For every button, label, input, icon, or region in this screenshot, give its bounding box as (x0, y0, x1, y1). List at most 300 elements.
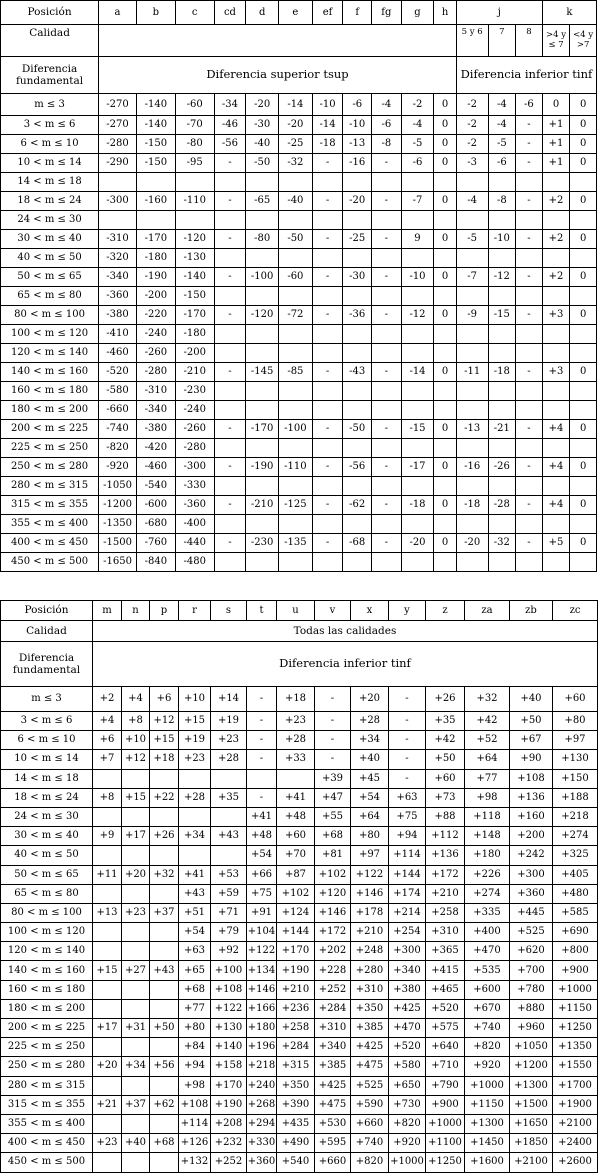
deviation-value: +148 (465, 827, 510, 846)
deviation-value: +39 (315, 769, 351, 788)
deviation-value: - (247, 687, 277, 712)
deviation-value: 0 (570, 268, 597, 287)
deviation-value: -340 (136, 401, 175, 420)
position-d: d (246, 1, 279, 25)
deviation-value: 0 (570, 306, 597, 325)
range-label: 160 < m ≤ 180 (1, 382, 99, 401)
deviation-value: -180 (175, 325, 214, 344)
deviation-value: 0 (570, 192, 597, 211)
deviation-value (343, 287, 372, 306)
deviation-value: +55 (315, 807, 351, 826)
range-label: 250 < m ≤ 280 (1, 1057, 93, 1076)
position-v: v (315, 601, 351, 621)
deviation-value: 0 (434, 116, 456, 135)
deviation-value: -360 (175, 496, 214, 515)
deviation-value: -40 (279, 192, 313, 211)
deviation-value: -80 (175, 135, 214, 154)
deviation-value: +1150 (553, 999, 598, 1018)
deviation-value: - (312, 192, 343, 211)
deviation-value (246, 382, 279, 401)
deviation-value (401, 173, 434, 192)
deviation-value: +84 (179, 1038, 211, 1057)
table-row (1, 496, 597, 515)
deviation-value (570, 477, 597, 496)
quality-k-1: >4 y ≤ 7 (542, 25, 570, 57)
deviation-value: +26 (426, 687, 465, 712)
table-row (1, 827, 598, 846)
deviation-value (312, 344, 343, 363)
deviation-value: +294 (247, 1114, 277, 1133)
deviation-value: +68 (315, 827, 351, 846)
table-row (1, 731, 598, 750)
deviation-value: +620 (510, 942, 553, 961)
deviation-value (401, 325, 434, 344)
deviation-value (312, 325, 343, 344)
deviation-value (211, 807, 247, 826)
deviation-value (279, 249, 313, 268)
deviation-value: +59 (211, 884, 247, 903)
deviation-value: -14 (312, 116, 343, 135)
quality-label: Calidad (1, 621, 93, 642)
table-row (1, 230, 597, 249)
deviation-value (343, 553, 372, 572)
deviation-value: +1100 (426, 1134, 465, 1153)
deviation-type-row (1, 57, 597, 94)
deviation-value: - (312, 306, 343, 325)
deviation-value: -170 (246, 420, 279, 439)
deviation-value: +1 (542, 154, 570, 173)
deviation-value: -8 (372, 135, 402, 154)
deviation-value (372, 173, 402, 192)
deviation-value: -4 (488, 116, 516, 135)
fundamental-deviation-table-lower (0, 600, 598, 1173)
deviation-value: -20 (401, 534, 434, 553)
deviation-value (542, 211, 570, 230)
deviation-value: -480 (175, 553, 214, 572)
range-label: 400 < m ≤ 450 (1, 1134, 93, 1153)
table-row (1, 1057, 598, 1076)
deviation-value: +3 (542, 306, 570, 325)
deviation-value: +435 (277, 1114, 315, 1133)
deviation-value: - (372, 458, 402, 477)
deviation-value: -18 (401, 496, 434, 515)
deviation-value (246, 249, 279, 268)
deviation-value: 0 (570, 230, 597, 249)
deviation-value: +400 (465, 923, 510, 942)
deviation-value: -230 (246, 534, 279, 553)
deviation-value: +66 (247, 865, 277, 884)
deviation-value: -20 (343, 192, 372, 211)
deviation-value: +335 (465, 903, 510, 922)
deviation-value: +360 (510, 884, 553, 903)
deviation-value: -210 (175, 363, 214, 382)
deviation-value: -9 (456, 306, 488, 325)
deviation-value (211, 846, 247, 865)
deviation-value (99, 173, 137, 192)
deviation-value: 0 (570, 363, 597, 382)
deviation-value (434, 515, 456, 534)
deviation-value (312, 515, 343, 534)
deviation-value: +1500 (510, 1095, 553, 1114)
deviation-value: +94 (179, 1057, 211, 1076)
deviation-value: -2 (456, 135, 488, 154)
deviation-value: -4 (401, 116, 434, 135)
deviation-value (488, 287, 516, 306)
deviation-value (401, 439, 434, 458)
deviation-value (93, 846, 122, 865)
table-row (1, 287, 597, 306)
deviation-value: +600 (465, 980, 510, 999)
deviation-value (456, 515, 488, 534)
deviation-value: +280 (351, 961, 389, 980)
deviation-value (456, 401, 488, 420)
deviation-value: +520 (426, 999, 465, 1018)
table-row (1, 477, 597, 496)
deviation-value: -16 (343, 154, 372, 173)
deviation-value (456, 344, 488, 363)
deviation-value (434, 287, 456, 306)
deviation-value: +330 (247, 1134, 277, 1153)
deviation-value: -5 (488, 135, 516, 154)
deviation-value: -660 (99, 401, 137, 420)
deviation-value: -26 (488, 458, 516, 477)
deviation-value: -680 (136, 515, 175, 534)
deviation-value: -1500 (99, 534, 137, 553)
deviation-value: +650 (389, 1076, 426, 1095)
range-label: 355 < m ≤ 400 (1, 1114, 93, 1133)
deviation-value: +820 (389, 1114, 426, 1133)
position-ef: ef (312, 1, 343, 25)
deviation-value: +114 (389, 846, 426, 865)
deviation-value (279, 515, 313, 534)
deviation-value: +64 (351, 807, 389, 826)
deviation-value: - (516, 268, 543, 287)
deviation-value: -135 (279, 534, 313, 553)
deviation-value: -110 (279, 458, 313, 477)
deviation-value: +50 (510, 712, 553, 731)
deviation-value: -120 (175, 230, 214, 249)
deviation-value (542, 325, 570, 344)
deviation-value (136, 173, 175, 192)
deviation-value (93, 999, 122, 1018)
deviation-value: +640 (426, 1038, 465, 1057)
table-row (1, 116, 597, 135)
deviation-value (214, 249, 246, 268)
deviation-value (312, 287, 343, 306)
deviation-value (401, 515, 434, 534)
deviation-value: +1000 (426, 1114, 465, 1133)
deviation-value (570, 344, 597, 363)
position-n: n (122, 601, 150, 621)
deviation-value: +1000 (389, 1153, 426, 1172)
deviation-value: 0 (570, 420, 597, 439)
deviation-value (343, 211, 372, 230)
deviation-value (434, 477, 456, 496)
deviation-value: -200 (175, 344, 214, 363)
deviation-value: +1600 (465, 1153, 510, 1172)
deviation-value: +660 (351, 1114, 389, 1133)
deviation-value: +98 (465, 788, 510, 807)
deviation-value: -310 (99, 230, 137, 249)
deviation-value (456, 553, 488, 572)
deviation-value (456, 325, 488, 344)
deviation-value (456, 211, 488, 230)
deviation-value: +310 (351, 980, 389, 999)
deviation-value: +248 (351, 942, 389, 961)
deviation-value: -380 (136, 420, 175, 439)
deviation-value: +158 (211, 1057, 247, 1076)
deviation-value: - (516, 363, 543, 382)
deviation-value: -310 (136, 382, 175, 401)
deviation-value: -460 (99, 344, 137, 363)
deviation-value (488, 211, 516, 230)
deviation-value: +174 (389, 884, 426, 903)
deviation-value: +136 (510, 788, 553, 807)
deviation-value: +525 (351, 1076, 389, 1095)
deviation-value: +23 (277, 712, 315, 731)
deviation-value: +1050 (510, 1038, 553, 1057)
deviation-value (401, 553, 434, 572)
deviation-value: +740 (351, 1134, 389, 1153)
deviation-value: +1000 (553, 980, 598, 999)
deviation-value: +35 (211, 788, 247, 807)
deviation-value: +118 (465, 807, 510, 826)
table-row (1, 192, 597, 211)
deviation-value: - (312, 268, 343, 287)
table-row (1, 865, 598, 884)
deviation-value (516, 211, 543, 230)
deviation-value: +23 (122, 903, 150, 922)
deviation-value: +1200 (510, 1057, 553, 1076)
deviation-value: -56 (214, 135, 246, 154)
deviation-value (401, 287, 434, 306)
deviation-value: +53 (211, 865, 247, 884)
deviation-value: +360 (247, 1153, 277, 1172)
deviation-value: 0 (542, 94, 570, 116)
deviation-value (214, 382, 246, 401)
deviation-value: -290 (99, 154, 137, 173)
deviation-value: -140 (136, 94, 175, 116)
quality-row (1, 621, 598, 642)
deviation-value (312, 439, 343, 458)
deviation-value: +310 (315, 1019, 351, 1038)
deviation-value (93, 884, 122, 903)
deviation-value: +1300 (510, 1076, 553, 1095)
deviation-value: +790 (426, 1076, 465, 1095)
deviation-value (570, 287, 597, 306)
deviation-value (150, 884, 179, 903)
table-row (1, 712, 598, 731)
deviation-value: -20 (456, 534, 488, 553)
table-row (1, 903, 598, 922)
deviation-value (93, 980, 122, 999)
deviation-value (246, 344, 279, 363)
deviation-value: - (516, 230, 543, 249)
deviation-value: - (516, 135, 543, 154)
deviation-value: +820 (351, 1153, 389, 1172)
deviation-value: +465 (426, 980, 465, 999)
deviation-value: -280 (99, 135, 137, 154)
deviation-value: -400 (175, 515, 214, 534)
deviation-value (279, 325, 313, 344)
deviation-value: - (312, 496, 343, 515)
deviation-value: 0 (434, 420, 456, 439)
deviation-value (434, 553, 456, 572)
deviation-value: +218 (553, 807, 598, 826)
deviation-value: -150 (136, 154, 175, 173)
deviation-value: -320 (99, 249, 137, 268)
deviation-value: +91 (247, 903, 277, 922)
deviation-value (179, 807, 211, 826)
deviation-value: +108 (211, 980, 247, 999)
deviation-value: -150 (136, 135, 175, 154)
deviation-value: +21 (93, 1095, 122, 1114)
deviation-value: +20 (93, 1057, 122, 1076)
deviation-value: +80 (351, 827, 389, 846)
deviation-value: - (315, 731, 351, 750)
deviation-value (516, 401, 543, 420)
deviation-value (570, 439, 597, 458)
deviation-value: -460 (136, 458, 175, 477)
table-row (1, 173, 597, 192)
deviation-value: +425 (389, 999, 426, 1018)
deviation-value (122, 999, 150, 1018)
deviation-value: +34 (122, 1057, 150, 1076)
deviation-value: +40 (122, 1134, 150, 1153)
deviation-value: +140 (211, 1038, 247, 1057)
deviation-value (570, 173, 597, 192)
table-row (1, 325, 597, 344)
deviation-value: +800 (553, 942, 598, 961)
deviation-value: +180 (247, 1019, 277, 1038)
lower-deviation-label: Diferencia inferior tinf (93, 642, 598, 687)
deviation-value: +70 (277, 846, 315, 865)
deviation-value (93, 1153, 122, 1172)
deviation-value (570, 382, 597, 401)
table-row (1, 1038, 598, 1057)
deviation-value: -260 (136, 344, 175, 363)
deviation-value: -32 (488, 534, 516, 553)
deviation-value: +470 (389, 1019, 426, 1038)
range-label: 250 < m ≤ 280 (1, 458, 99, 477)
deviation-value: +172 (315, 923, 351, 942)
table-row (1, 884, 598, 903)
deviation-value (122, 846, 150, 865)
deviation-value (343, 515, 372, 534)
deviation-value (570, 325, 597, 344)
deviation-value: +62 (150, 1095, 179, 1114)
deviation-value: +1300 (465, 1114, 510, 1133)
deviation-value: +2100 (553, 1114, 598, 1133)
position-k: k (542, 1, 596, 25)
deviation-value: +445 (510, 903, 553, 922)
deviation-value: +104 (247, 923, 277, 942)
deviation-value (279, 439, 313, 458)
deviation-value: +274 (553, 827, 598, 846)
deviation-value: -40 (246, 135, 279, 154)
range-label: 140 < m ≤ 160 (1, 363, 99, 382)
position-header-row (1, 1, 597, 25)
deviation-value: +900 (553, 961, 598, 980)
deviation-value: +252 (211, 1153, 247, 1172)
deviation-value: +710 (426, 1057, 465, 1076)
deviation-value: +28 (351, 712, 389, 731)
deviation-value (542, 439, 570, 458)
table-row (1, 268, 597, 287)
deviation-value: +48 (277, 807, 315, 826)
table-row (1, 1153, 598, 1172)
deviation-value: - (516, 192, 543, 211)
deviation-value (93, 769, 122, 788)
deviation-value: +54 (247, 846, 277, 865)
deviation-value: +880 (510, 999, 553, 1018)
deviation-value: +284 (315, 999, 351, 1018)
deviation-value: +19 (211, 712, 247, 731)
deviation-value: +94 (389, 827, 426, 846)
deviation-value (214, 477, 246, 496)
deviation-value: 0 (570, 496, 597, 515)
deviation-value: -7 (456, 268, 488, 287)
deviation-value: +15 (150, 731, 179, 750)
deviation-value: -8 (488, 192, 516, 211)
deviation-value: 0 (570, 135, 597, 154)
deviation-value: -10 (488, 230, 516, 249)
deviation-value: +33 (277, 750, 315, 769)
deviation-value (542, 382, 570, 401)
table-row (1, 769, 598, 788)
deviation-value: - (372, 420, 402, 439)
deviation-value: +540 (277, 1153, 315, 1172)
deviation-value: -600 (136, 496, 175, 515)
deviation-value: - (516, 534, 543, 553)
deviation-value: +12 (150, 712, 179, 731)
deviation-value: 0 (434, 94, 456, 116)
quality-blank (99, 25, 457, 57)
deviation-value: - (315, 712, 351, 731)
deviation-value: +178 (351, 903, 389, 922)
deviation-value (93, 1076, 122, 1095)
deviation-value (570, 515, 597, 534)
deviation-value: +63 (389, 788, 426, 807)
range-label: 200 < m ≤ 225 (1, 1019, 93, 1038)
deviation-value: +130 (211, 1019, 247, 1038)
position-label: Posición (1, 1, 99, 25)
deviation-value (401, 477, 434, 496)
deviation-value: +81 (315, 846, 351, 865)
deviation-value: -120 (246, 306, 279, 325)
range-label: 14 < m ≤ 18 (1, 173, 99, 192)
deviation-value (434, 211, 456, 230)
deviation-value: +34 (351, 731, 389, 750)
deviation-value: - (372, 306, 402, 325)
deviation-value: +108 (510, 769, 553, 788)
table-row (1, 687, 598, 712)
deviation-value: - (516, 458, 543, 477)
deviation-value (343, 477, 372, 496)
deviation-value (122, 980, 150, 999)
position-p: p (150, 601, 179, 621)
position-e: e (279, 1, 313, 25)
range-label: 120 < m ≤ 140 (1, 942, 93, 961)
deviation-value: -300 (175, 458, 214, 477)
deviation-value: -18 (456, 496, 488, 515)
deviation-value: +87 (277, 865, 315, 884)
deviation-value: -6 (343, 94, 372, 116)
deviation-value (542, 249, 570, 268)
deviation-value: +920 (465, 1057, 510, 1076)
deviation-value (372, 477, 402, 496)
deviation-value: - (516, 420, 543, 439)
